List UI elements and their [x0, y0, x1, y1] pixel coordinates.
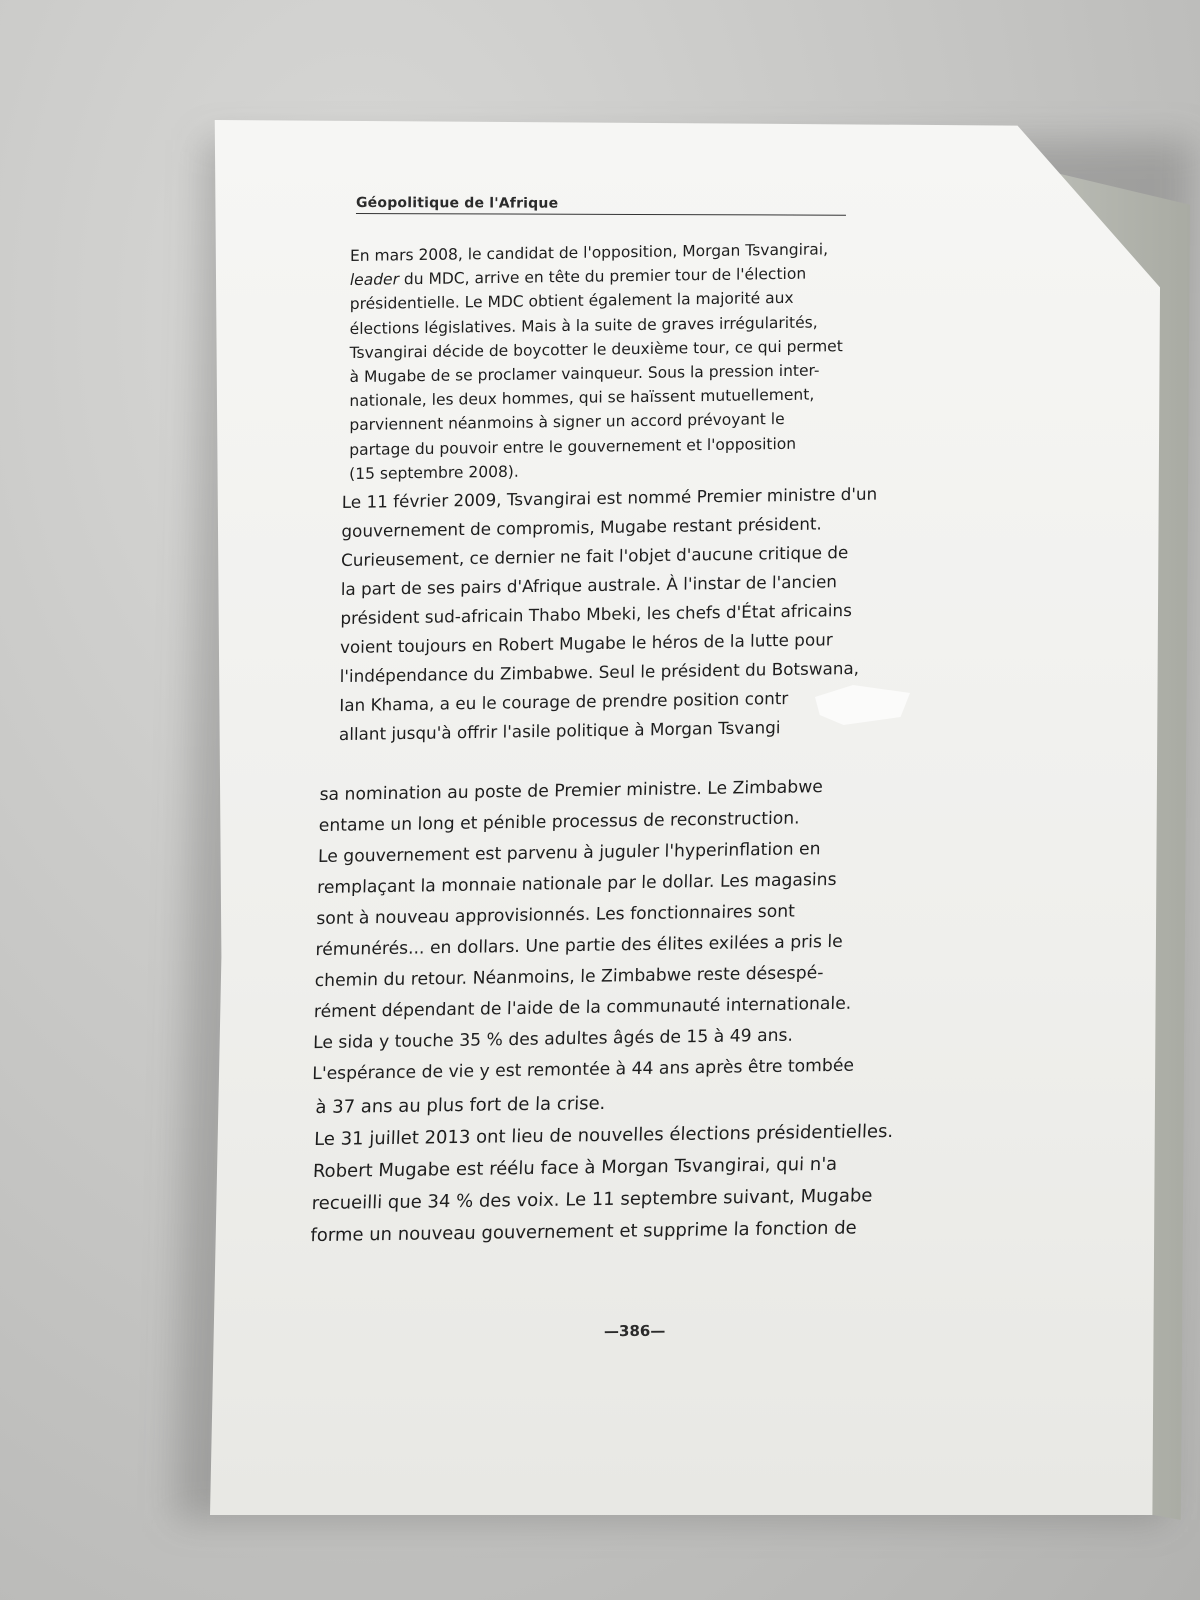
body-text-upper-middle — [339, 479, 902, 749]
text-line: remplaçant la monnaie nationale par le dollar. Les magasins — [316, 869, 837, 899]
text-line: allant jusqu'à offrir l'asile politique à Morgan Tsvangi — [338, 717, 781, 745]
text-line: Curieusement, ce dernier ne fait l'objet d'aucune critique de — [340, 542, 849, 571]
text-line: la part de ses pairs d'Afrique australe. À l'instar de l'ancien — [340, 571, 838, 600]
text-line: chemin du retour. Néanmoins, le Zimbabwe reste désespé- — [314, 963, 824, 992]
italic-word: leader — [349, 270, 399, 290]
text-line: Le sida y touche 35 % des adultes âgés de 15 à 49 ans. — [312, 1025, 794, 1054]
text-line: gouvernement de compromis, Mugabe restant président. — [341, 513, 822, 542]
text-line: à 37 ans au plus fort de la crise. — [315, 1092, 606, 1119]
text-line: élections législatives. Mais à la suite de graves irrégularités, — [349, 313, 818, 338]
text-line: recueilli que 34 % des voix. Le 11 septembre suivant, Mugabe — [311, 1185, 873, 1215]
text-line: présidentielle. Le MDC obtient également la majorité aux — [349, 289, 794, 314]
running-header-title: Géopolitique de l'Afrique — [355, 195, 559, 212]
body-text-lower-middle — [312, 770, 940, 1090]
body-text-bottom — [310, 1083, 966, 1252]
body-text-top — [349, 237, 870, 486]
running-header — [356, 192, 846, 216]
text-line: parviennent néanmoins à signer un accord prévoyant le — [349, 410, 785, 435]
text-line: Tsvangirai décide de boycotter le deuxième tour, ce qui permet — [349, 336, 843, 362]
text-line: leader du MDC, arrive en tête du premier tour de l'élection — [349, 264, 807, 290]
text-line: En mars 2008, le candidat de l'opposition, Morgan Tsvangirai, — [349, 240, 829, 266]
text-line: Ian Khama, a eu le courage de prendre position contr — [339, 688, 789, 716]
text-line: entame un long et pénible processus de reconstruction. — [318, 808, 800, 837]
text-line: L'espérance de vie y est remontée à 44 ans après être tombée — [312, 1055, 855, 1085]
text-line: (15 septembre 2008). — [349, 462, 519, 483]
text-line: rément dépendant de l'aide de la communauté internationale. — [313, 993, 852, 1023]
text-line: forme un nouveau gouvernement et supprime la fonction de — [310, 1217, 858, 1247]
text-line: Le gouvernement est parvenu à juguler l'hyperinflation en — [317, 839, 821, 868]
text-line: rémunérés... en dollars. Une partie des élites exilées a pris le — [315, 931, 843, 961]
text-line: Robert Mugabe est réélu face à Morgan Tsvangirai, qui n'a — [312, 1153, 838, 1183]
text-line: voient toujours en Robert Mugabe le héros de la lutte pour — [339, 629, 833, 658]
text-line: président sud-africain Thabo Mbeki, les chefs d'État africains — [340, 600, 853, 629]
text-line: à Mugabe de se proclamer vainqueur. Sous la pression inter- — [349, 361, 820, 387]
text-line: l'indépendance du Zimbabwe. Seul le président du Botswana, — [339, 657, 860, 687]
text-line: nationale, les deux hommes, qui se haïssent mutuellement, — [349, 385, 815, 411]
text-line: partage du pouvoir entre le gouvernement et l'opposition — [349, 434, 797, 459]
text-line: Le 11 février 2009, Tsvangirai est nommé Premier ministre d'un — [341, 483, 878, 513]
text-line: Le 31 juillet 2013 ont lieu de nouvelles élections présidentielles. — [313, 1120, 894, 1151]
page-number: —386— — [603, 1321, 666, 1341]
text-line: sa nomination au poste de Premier ministre. Le Zimbabwe — [319, 777, 824, 806]
text-line: sont à nouveau approvisionnés. Les fonctionnaires sont — [316, 901, 796, 930]
